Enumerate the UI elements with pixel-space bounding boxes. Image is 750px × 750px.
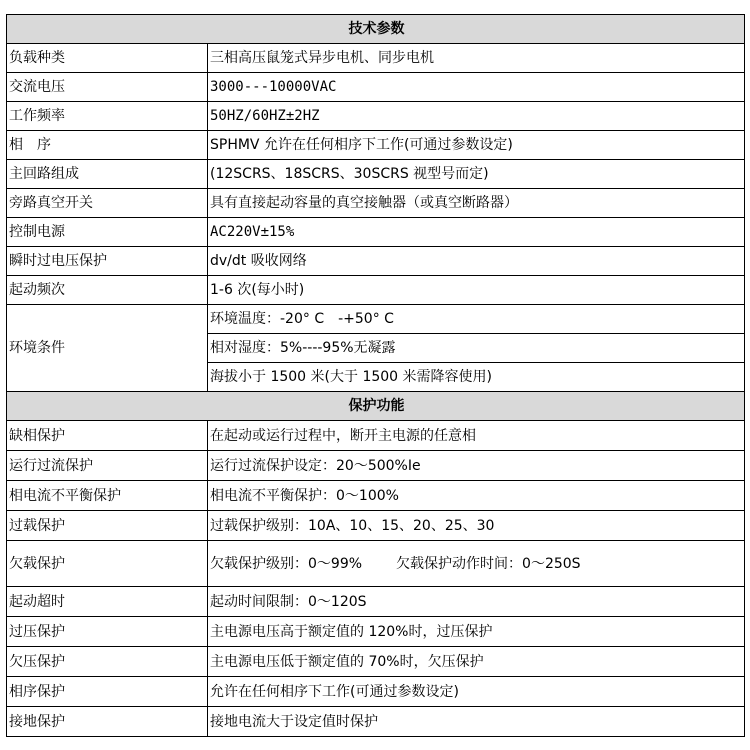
table-row xyxy=(7,647,745,677)
table-row xyxy=(7,587,745,617)
row-label: 过压保护 xyxy=(7,617,208,647)
row-label: 起动超时 xyxy=(7,587,208,617)
row-value: 三相高压鼠笼式异步电机、同步电机 xyxy=(208,44,745,73)
row-label: 相 序 xyxy=(7,131,208,160)
table-row xyxy=(7,218,745,247)
table-row xyxy=(7,160,745,189)
table-row xyxy=(7,481,745,511)
row-value: 3000---10000VAC xyxy=(208,73,745,102)
row-label: 环境条件 xyxy=(7,305,208,392)
row-label: 工作频率 xyxy=(7,102,208,131)
table-row xyxy=(7,541,745,587)
row-value: 过载保护级别：10A、10、15、20、25、30 xyxy=(208,511,745,541)
row-label: 欠载保护 xyxy=(7,541,208,587)
row-label: 负载种类 xyxy=(7,44,208,73)
row-value: AC220V±15% xyxy=(208,218,745,247)
row-label: 过载保护 xyxy=(7,511,208,541)
row-value: (12SCRS、18SCRS、30SCRS 视型号而定) xyxy=(208,160,745,189)
table-row xyxy=(7,421,745,451)
row-value: 起动时间限制：0～120S xyxy=(208,587,745,617)
row-label: 相电流不平衡保护 xyxy=(7,481,208,511)
table-row-environment xyxy=(7,305,745,334)
row-label: 欠压保护 xyxy=(7,647,208,677)
row-label: 交流电压 xyxy=(7,73,208,102)
spec-table xyxy=(6,14,745,737)
table-row xyxy=(7,276,745,305)
row-value: 允许在任何相序下工作(可通过参数设定) xyxy=(208,677,745,707)
row-label: 瞬时过电压保护 xyxy=(7,247,208,276)
table-row xyxy=(7,247,745,276)
table-row xyxy=(7,707,745,737)
row-label: 主回路组成 xyxy=(7,160,208,189)
environment-humidity: 相对湿度：5%----95%无凝露 xyxy=(208,334,745,363)
row-label: 缺相保护 xyxy=(7,421,208,451)
row-value: 在起动或运行过程中，断开主电源的任意相 xyxy=(208,421,745,451)
row-label: 旁路真空开关 xyxy=(7,189,208,218)
environment-altitude: 海拔小于 1500 米(大于 1500 米需降容使用) xyxy=(208,363,745,392)
underload-level: 欠载保护级别：0～99% xyxy=(210,555,363,572)
table-row xyxy=(7,189,745,218)
environment-temperature: 环境温度：-20° C -+50° C xyxy=(208,305,745,334)
row-value: 主电源电压高于额定值的 120%时，过压保护 xyxy=(208,617,745,647)
table-row xyxy=(7,131,745,160)
row-label: 运行过流保护 xyxy=(7,451,208,481)
section-header-tech-params: 技术参数 xyxy=(7,15,745,44)
row-label: 接地保护 xyxy=(7,707,208,737)
table-row xyxy=(7,102,745,131)
table-row xyxy=(7,617,745,647)
row-label: 相序保护 xyxy=(7,677,208,707)
section-header-protection: 保护功能 xyxy=(7,392,745,421)
underload-time: 欠载保护动作时间：0～250S xyxy=(396,555,581,572)
table-row xyxy=(7,451,745,481)
row-value: dv/dt 吸收网络 xyxy=(208,247,745,276)
row-value: 接地电流大于设定值时保护 xyxy=(208,707,745,737)
row-value: 1-6 次(每小时) xyxy=(208,276,745,305)
row-label: 控制电源 xyxy=(7,218,208,247)
row-value: SPHMV 允许在任何相序下工作(可通过参数设定) xyxy=(208,131,745,160)
row-value: 主电源电压低于额定值的 70%时，欠压保护 xyxy=(208,647,745,677)
row-value: 具有直接起动容量的真空接触器（或真空断路器） xyxy=(208,189,745,218)
row-value: 运行过流保护设定：20～500%Ie xyxy=(208,451,745,481)
table-row xyxy=(7,44,745,73)
table-row xyxy=(7,73,745,102)
row-value xyxy=(208,541,745,587)
row-value: 50HZ/60HZ±2HZ xyxy=(208,102,745,131)
table-row xyxy=(7,511,745,541)
table-row xyxy=(7,677,745,707)
row-value: 相电流不平衡保护：0～100% xyxy=(208,481,745,511)
row-label: 起动频次 xyxy=(7,276,208,305)
